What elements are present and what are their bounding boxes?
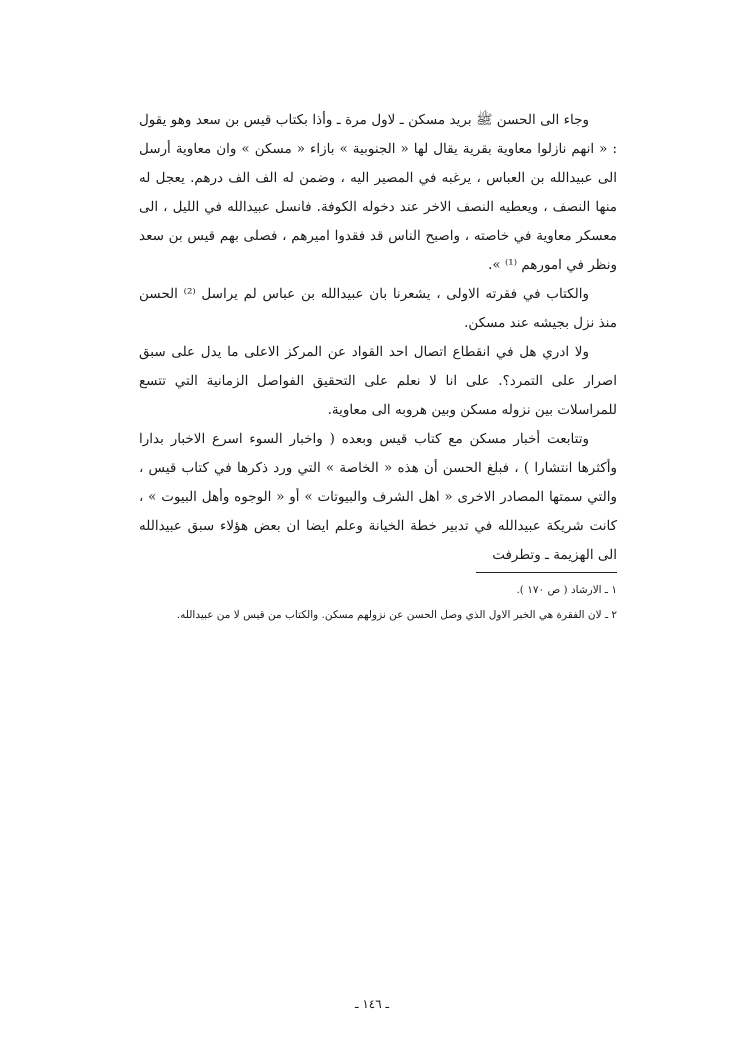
footnote: ٢ ـ لان الفقرة هي الخبر الاول الذي وصل الحسن عن نزولهم مسكن. والكتاب من قيس لا من عبيدالله.: [176, 609, 617, 621]
paragraph: والكتاب في فقرته الاولى ، يشعرنا بان عبيدالله بن عباس لم يراسل ⁽²⁾ الحسن منذ نزل بجيشه عند مسكن.: [139, 286, 617, 331]
paragraph: وجاء الى الحسن ﷺ بريد مسكن ـ لاول مرة ـ وأذا بكتاب قيس بن سعد وهو يقول : « انهم نازلوا معاوية بقرية يقال لها « الجنوبية » بازاء « مسكن » وان معاوية أرسل الى عبيدالله بن العباس ، يرغبه في المصير اليه ، وضمن له الف الف درهم. يعجل له منها النصف ، ويعطيه النصف الاخر عند دخوله الكوفة. فانسل عبيدالله في الليل ، الى معسكر معاوية في خاصته ، واصبح الناس قد فقدوا اميرهم ، فصلى بهم قيس بن سعد ونظر في امورهم ⁽¹⁾ ».: [139, 112, 617, 273]
paragraph: ولا ادري هل في انقطاع اتصال احد القواد عن المركز الاعلى ما يدل على سبق اصرار على التمرد؟. على انا لا نعلم على التحقيق الفواصل الزمانية التي تتسع للمراسلات بين نزوله مسكن وبين هروبه الى معاوية.: [139, 344, 617, 418]
main-text: [139, 106, 617, 570]
footnote: ١ ـ الارشاد ( ص ١٧٠ ).: [516, 584, 617, 596]
paragraph: وتتابعت أخبار مسكن مع كتاب قيس وبعده ( واخبار السوء اسرع الاخبار بدارا وأكثرها انتشارا ) ، فبلغ الحسن أن هذه « الخاصة » التي ورد ذكرها في كتاب قيس ، والتي سمتها المصادر الاخرى « اهل الشرف والبيوتات » أو « الوجوه وأهل البيوت » ، كانت شريكة عبيدالله في تدبير خطة الخيانة وعلم ايضا ان بعض هؤلاء سبق عبيدالله الى الهزيمة ـ وتطرفت: [139, 431, 617, 563]
page-number: ـ ١٤٦ ـ: [354, 997, 390, 1011]
footnote-separator: [476, 572, 617, 573]
footnotes: [139, 578, 617, 628]
